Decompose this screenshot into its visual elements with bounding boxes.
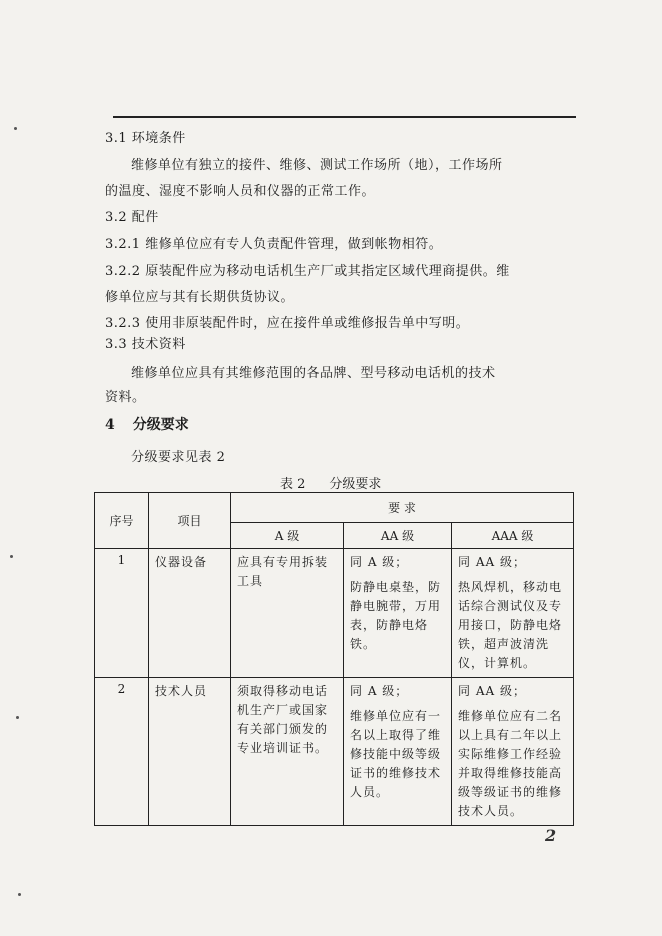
page-number: 2: [545, 826, 557, 845]
header-grade-a: A 级: [231, 523, 344, 549]
section-3-3-para-line-1: 维修单位应具有其维修范围的各品牌、型号移动电话机的技术: [131, 366, 496, 381]
row-grade-aaa-same: 同 AA 级；: [458, 555, 526, 569]
row-seq: 1: [95, 549, 149, 678]
row-seq: 2: [95, 678, 149, 826]
row-grade-aa: 防静电桌垫，防静电腕带，万用表，防静电烙铁。: [350, 580, 442, 651]
section-3-3-title: 3.3 技术资料: [105, 337, 186, 352]
header-item: 项目: [149, 493, 231, 549]
header-requirements: 要 求: [231, 493, 574, 523]
section-4-heading: [105, 414, 189, 434]
row-grade-aaa-same: 同 AA 级；: [458, 684, 526, 698]
scan-speck: [16, 716, 19, 719]
section-3-2-2-line-1: 3.2.2 原装配件应为移动电话机生产厂或其指定区域代理商提供。维: [105, 264, 510, 279]
section-3-1-para-line-2: 的温度、湿度不影响人员和仪器的正常工作。: [105, 184, 376, 199]
row-grade-a: 须取得移动电话机生产厂或国家有关部门颁发的专业培训证书。: [231, 678, 344, 826]
row-grade-aa-same: 同 A 级；: [350, 555, 409, 569]
header-seq: 序号: [95, 493, 149, 549]
header-grade-aa: AA 级: [344, 523, 452, 549]
row-grade-aa-cell: [344, 678, 452, 826]
section-3-2-title: 3.2 配件: [105, 210, 159, 225]
row-grade-a: 应具有专用拆装工具: [231, 549, 344, 678]
table-row: [95, 678, 574, 826]
row-item: 仪器设备: [149, 549, 231, 678]
section-4-title: 分级要求: [132, 417, 189, 433]
grading-table: [94, 492, 574, 826]
section-3-1-para-line-1: 维修单位有独立的接件、维修、测试工作场所（地），工作场所: [131, 158, 503, 173]
row-grade-aa: 维修单位应有一名以上取得了维修技能中级等级证书的维修技术人员。: [350, 709, 442, 799]
row-item: 技术人员: [149, 678, 231, 826]
row-grade-aa-same: 同 A 级；: [350, 684, 409, 698]
table-caption-number: 表 2: [280, 477, 306, 492]
table-row: [95, 549, 574, 678]
section-3-2-2-line-2: 修单位应与其有长期供货协议。: [105, 290, 295, 305]
header-grade-aaa: AAA 级: [452, 523, 574, 549]
row-grade-aaa: 维修单位应有二名以上具有二年以上实际维修工作经验并取得维修技能高级等级证书的维修技术人员。: [458, 709, 563, 818]
row-grade-aaa: 热风焊机，移动电话综合测试仪及专用接口，防静电烙铁，超声波清洗仪，计算机。: [458, 580, 563, 670]
scan-speck: [10, 555, 13, 558]
table-caption-title: 分级要求: [329, 477, 382, 492]
row-grade-aaa-cell: [452, 678, 574, 826]
scan-speck: [18, 893, 21, 896]
row-grade-aaa-cell: [452, 549, 574, 678]
header-rule: [113, 116, 576, 118]
section-4-number: 4: [105, 417, 115, 433]
section-3-2-1: 3.2.1 维修单位应有专人负责配件管理，做到帐物相符。: [105, 237, 443, 252]
section-3-1-title: 3.1 环境条件: [105, 131, 186, 146]
row-grade-aa-cell: [344, 549, 452, 678]
table-header-row: [95, 493, 574, 523]
section-3-2-3: 3.2.3 使用非原装配件时，应在接件单或维修报告单中写明。: [105, 316, 470, 331]
table-caption: [280, 473, 381, 492]
scan-speck: [14, 127, 17, 130]
section-4-intro: 分级要求见表 2: [131, 450, 226, 465]
section-3-3-para-line-2: 资料。: [105, 390, 146, 405]
